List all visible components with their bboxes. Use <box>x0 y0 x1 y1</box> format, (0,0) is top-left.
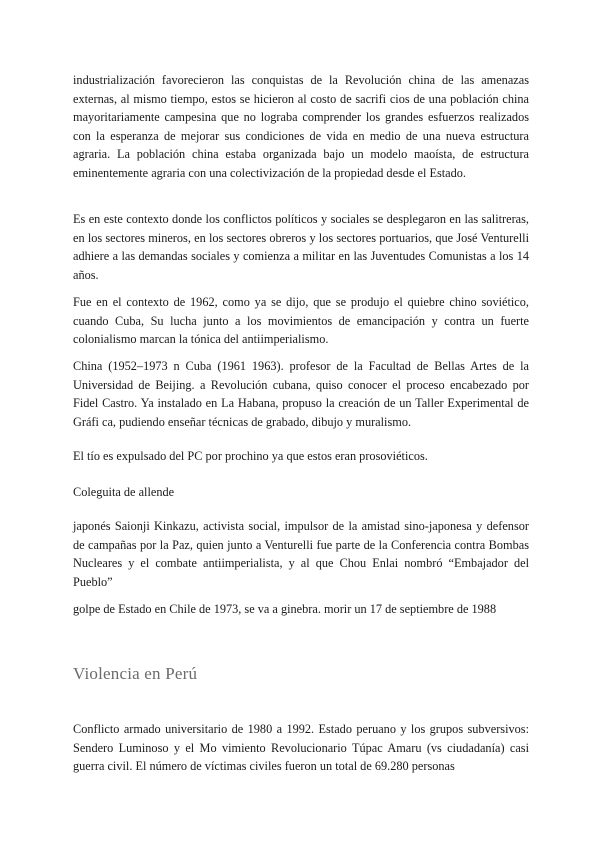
paragraph-golpe-estado: golpe de Estado en Chile de 1973, se va a ginebra. morir un 17 de septiembre de 1988 <box>73 602 497 616</box>
section-heading: Violencia en Perú <box>73 664 198 683</box>
paragraph-china-cuba: China (1952–1973 n Cuba (1961 1963). profesor de la Facultad de Bellas Artes de la Universidad de Beijing. a Revolución cubana, quiso conocer el proceso encabezado por Fidel Castro. Ya instalado en La Habana, propuso la creación de un Taller Experimental de Gráfi ca, pudiendo enseñar técnicas de grabado, dibujo y muralismo. <box>73 359 529 429</box>
paragraph-expulsado: El tío es expulsado del PC por prochino ya que estos eran prosoviéticos. <box>73 449 428 463</box>
paragraph-saionji: japonés Saionji Kinkazu, activista social, impulsor de la amistad sino-japonesa y defensor de campañas por la Paz, quien junto a Venturelli fue parte de la Conferencia contra Bombas Nucleares y el combate antiimperialista, y al que Chou Enlai nombró “Embajador del Pueblo” <box>73 519 529 589</box>
paragraph-coleguita: Coleguita de allende <box>73 485 175 499</box>
paragraph-industrializacion: industrialización favorecieron las conquistas de la Revolución china de las amenazas externas, al mismo tiempo, estos se hicieron al costo de sacrifi cios de una población china mayoritariamente campesina que no lograba comprender los grandes esfuerzos realizados con la esperanza de mejorar sus condiciones de vida en medio de una nueva estructura agraria. La población china estaba organizada bajo un modelo maoísta, de estructura eminentemente agraria con una colectivización de la propiedad desde el Estado. <box>73 73 529 180</box>
paragraph-conflicto-armado: Conflicto armado universitario de 1980 a 1992. Estado peruano y los grupos subversivos: Sendero Luminoso y el Mo vimiento Revolucionario Túpac Amaru (vs ciudadanía) casi guerra civil. El número de víctimas civiles fueron un total de 69.280 personas <box>73 722 529 773</box>
paragraph-contexto-conflictos: Es en este contexto donde los conflictos políticos y sociales se desplegaron en las salitreras, en los sectores mineros, en los sectores obreros y los sectores portuarios, que José Venturelli adhiere a las demandas sociales y comienza a militar en las Juventudes Comunistas a los 14 años. <box>73 212 529 282</box>
paragraph-quiebre-chino-sovietico: Fue en el contexto de 1962, como ya se dijo, que se produjo el quiebre chino soviético, cuando Cuba, Su lucha junto a los movimientos de emancipación y contra un fuerte colonialismo marcan la tónica del antiimperialismo. <box>73 295 529 346</box>
